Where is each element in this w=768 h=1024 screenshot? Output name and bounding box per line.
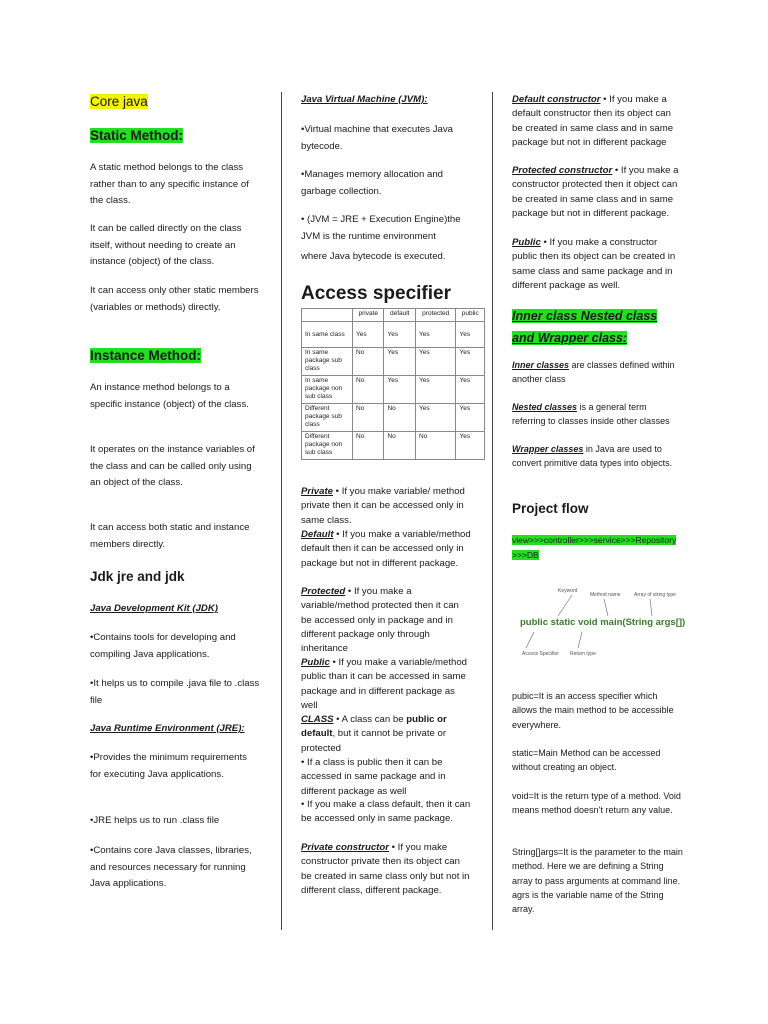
diagram-label-array: Array of string type [634,592,676,598]
table-cell: No [353,404,384,432]
static-paragraph-2: It can be called directly on the class itself, without needing to create an instance (object) of the class. [90,223,242,267]
table-cell: Different package sub class [302,404,353,432]
class-bullet-2: • If you make a class default, then it can be accessed only in same package. [301,799,471,825]
jdk-heading: Jdk jre and jdk [90,569,185,584]
table-cell: Yes [415,348,456,376]
public-constructor-definition: Public • If you make a constructor public then its object can be created in same class and same package and in different package as well. [512,237,676,291]
jdk-paragraph-1: •Contains tools for developing and compiling Java applications. [90,632,236,660]
table-cell: Yes [384,348,416,376]
default-definition: Default • If you make a variable/method default then it can be accessed only in package but not in different package. [301,529,471,569]
diagram-label-method: Method name [590,592,621,598]
nested-classes-definition: Nested classes is a general term referring to classes inside other classes [512,402,670,427]
table-cell: Yes [456,322,485,348]
access-table [301,308,485,460]
wrapper-classes-definition: Wrapper classes in Java are used to convert primitive data types into objects. [512,444,673,469]
table-row [302,376,485,404]
table-cell: No [384,404,416,432]
diagram-code: public static void main(String args[]) [520,617,686,628]
table-header-cell [302,309,353,322]
table-header-cell: default [384,309,416,322]
table-cell: Yes [415,404,456,432]
static-paragraph-1: A static method belongs to the class rather than to any specific instance of the class. [90,162,249,206]
main-signature-diagram [512,588,684,658]
instance-paragraph-1: An instance method belongs to a specific instance (object) of the class. [90,382,249,410]
private-definition: Private • If you make variable/ method private then it can be accessed only in same class. [301,486,465,526]
table-cell: Yes [384,376,416,404]
inner-class-heading: Inner class Nested class and Wrapper class: [512,309,658,345]
access-table-header [302,309,485,322]
table-header-cell: private [353,309,384,322]
jre-paragraph-2: •JRE helps us to run .class file [90,815,220,826]
jvm-paragraph-2: •Manages memory allocation and garbage collection. [301,169,444,197]
diagram-label-access: Access Specifier [522,651,559,657]
access-specifier-heading: Access specifier [301,283,451,304]
table-row [302,404,485,432]
static-explanation: static=Main Method can be accessed without creating an object. [512,748,661,773]
static-paragraph-3: It can access only other static members (variables or methods) directly. [90,285,259,313]
jvm-subheading: Java Virtual Machine (JVM): [301,94,428,105]
table-cell: Yes [456,432,485,460]
table-cell: Yes [456,348,485,376]
instance-method-heading: Instance Method: [90,348,202,363]
inner-classes-definition: Inner classes are classes defined within another class [512,360,675,385]
diagram-label-keyword: Keyword [558,588,578,594]
table-cell: Yes [456,376,485,404]
protected-constructor-definition: Protected constructor • If you make a constructor protected then it object can be created in same class and in same package but not in different package. [512,165,679,219]
table-cell: Yes [456,404,485,432]
project-flow-heading: Project flow [512,501,589,516]
table-row [302,432,485,460]
instance-paragraph-3: It can access both static and instance members directly. [90,522,250,550]
private-constructor-definition: Private constructor • If you make constructor private then its object can be created in same class only but not in different class, different package. [301,842,470,896]
jre-paragraph-3: •Contains core Java classes, libraries, and resources necessary for running Java applications. [90,845,252,889]
default-constructor-definition: Default constructor • If you make a default constructor then its object can be created in same class and in same package but not in different package [512,94,674,148]
table-cell: No [384,432,416,460]
table-cell: No [415,432,456,460]
class-definition: CLASS • A class can be public or default, but it cannot be private or protected [301,714,447,754]
table-cell: Yes [384,322,416,348]
jre-paragraph-1: •Provides the minimum requirements for executing Java applications. [90,752,247,780]
table-cell: In same package non sub class [302,376,353,404]
table-header-cell: public [456,309,485,322]
table-row [302,348,485,376]
jvm-paragraph-1: •Virtual machine that executes Java bytecode. [301,124,453,152]
column-divider-left [281,92,282,930]
column-divider-right [492,92,493,930]
public-definition: Public • If you make a variable/method public than it can be accessed in same package and in different package as well [301,657,468,711]
class-bullet-1: • If a class is public then it can be accessed in same package and in different package as well [301,757,446,797]
table-cell: Yes [353,322,384,348]
table-cell: No [353,376,384,404]
table-cell: No [353,348,384,376]
jre-subheading: Java Runtime Environment (JRE): [90,723,245,734]
doc-title: Core java [90,94,148,109]
pubic-explanation: pubic=It is an access specifier which allows the main method to be accessible everywhere. [512,691,674,730]
protected-definition: Protected • If you make a variable/method protected then it can be accessed only in package and in different package only through inheritance [301,586,459,655]
table-header-cell: protected [415,309,456,322]
table-cell: Yes [415,322,456,348]
project-flow-text: view>>>controller>>>service>>>Repository>>>DB [512,535,677,560]
void-explanation: void=It is the return type of a method. Void means method doesn’t return any value. [512,791,681,816]
table-cell: In same class [302,322,353,348]
table-cell: Yes [415,376,456,404]
table-cell: In same package sub class [302,348,353,376]
jvm-paragraph-4: where Java bytecode is executed. [301,251,446,262]
string-args-explanation: String[]args=It is the parameter to the main method. Here we are defining a String array to pass arguments at command line. agrs is the variable name of the String array. [512,847,683,915]
diagram-label-return: Return type [570,651,596,657]
table-row [302,322,485,348]
jvm-paragraph-3: • (JVM = JRE + Execution Engine)the JVM is the runtime environment [301,214,461,242]
static-method-heading: Static Method: [90,128,183,143]
instance-paragraph-2: It operates on the instance variables of the class and can be called only using an object of the class. [90,444,255,488]
table-cell: No [353,432,384,460]
table-cell: Different package non sub class [302,432,353,460]
jdk-paragraph-2: •It helps us to compile .java file to .class file [90,678,260,706]
jdk-subheading: Java Development Kit (JDK) [90,603,218,614]
